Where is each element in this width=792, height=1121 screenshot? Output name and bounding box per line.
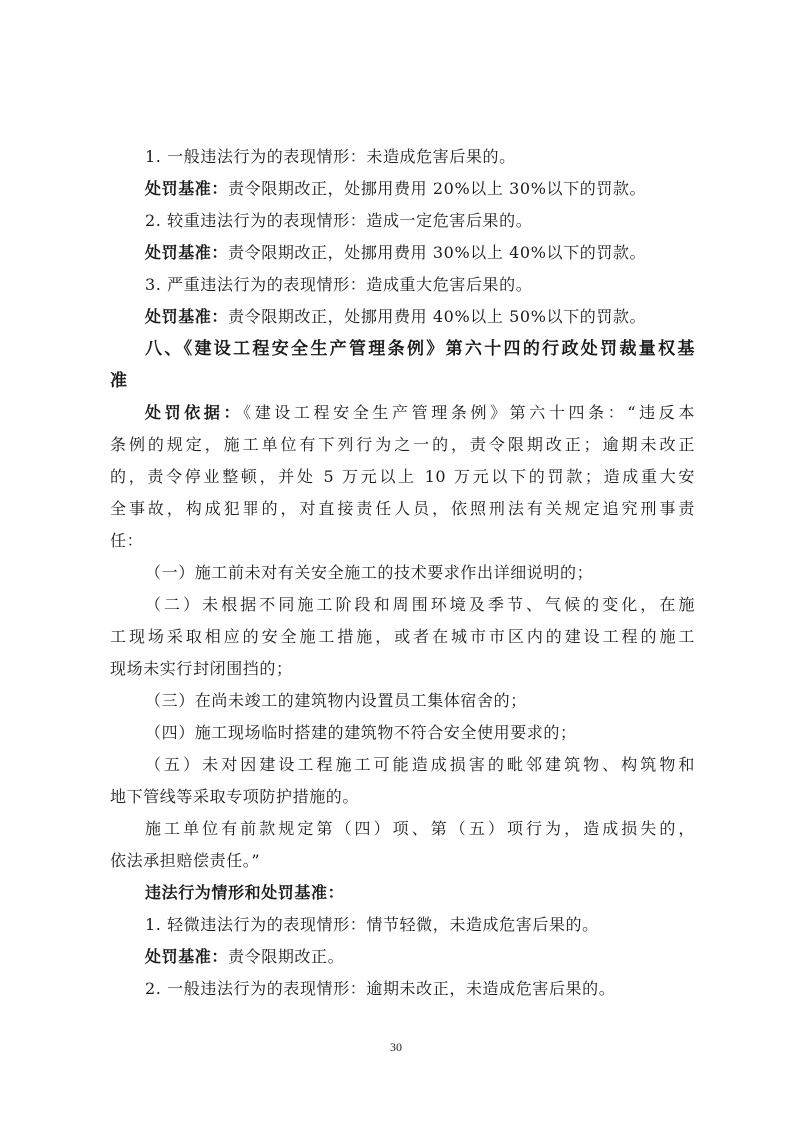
- penalty-standard-label: 处罚基准：: [145, 307, 229, 326]
- penalty-basis-text: 《建设工程安全生产管理条例》第六十四条：“违反本: [243, 403, 695, 422]
- penalty-standard-text: 责令限期改正。: [228, 947, 345, 966]
- penalty-basis-label: 处罚依据：: [145, 403, 244, 422]
- list-item: （四）施工现场临时搭建的建筑物不符合安全使用要求的；: [145, 723, 577, 742]
- text-line: 的，责令停业整顿，并处 5 万元以上 10 万元以下的罚款；造成重大安: [110, 467, 695, 486]
- text-line: 2. 一般违法行为的表现情形：逾期未改正，未造成危害后果的。: [145, 979, 616, 998]
- text-line: [145, 946, 344, 968]
- penalty-standard-label: 处罚基准：: [145, 947, 229, 966]
- text-line: 全事故，构成犯罪的，对直接责任人员，依照刑法有关规定追究刑事责: [110, 499, 695, 518]
- penalty-standard-label: 处罚基准：: [145, 179, 229, 198]
- text-line: [145, 242, 646, 264]
- text-line: 工现场采取相应的安全施工措施，或者在城市市区内的建设工程的施工: [110, 627, 695, 646]
- list-item: （三）在尚未竣工的建筑物内设置员工集体宿舍的；: [145, 691, 527, 710]
- text-line: [145, 306, 646, 328]
- text-line: 依法承担赔偿责任。”: [110, 851, 261, 870]
- text-line: [145, 402, 695, 424]
- section-heading-cont: 准: [110, 371, 128, 391]
- text-line: 1. 一般违法行为的表现情形：未造成危害后果的。: [145, 147, 516, 166]
- section-heading: 八、《建设工程安全生产管理条例》第六十四的行政处罚裁量权基: [145, 339, 695, 359]
- penalty-standard-text: 责令限期改正，处挪用费用 30%以上 40%以下的罚款。: [228, 243, 647, 262]
- text-line: [145, 178, 646, 200]
- penalty-standard-label: 处罚基准：: [145, 243, 229, 262]
- page-number: 30: [390, 1040, 402, 1054]
- list-item: （二）未根据不同施工阶段和周围环境及季节、气候的变化，在施: [145, 595, 695, 614]
- subheading: 违法行为情形和处罚基准：: [145, 883, 345, 902]
- penalty-standard-text: 责令限期改正，处挪用费用 40%以上 50%以下的罚款。: [228, 307, 647, 326]
- text-line: 任：: [110, 531, 144, 550]
- text-line: 地下管线等采取专项防护措施的。: [110, 787, 360, 806]
- text-line: 条例的规定，施工单位有下列行为之一的，责令限期改正；逾期未改正: [110, 435, 695, 454]
- text-line: 现场未实行封闭围挡的；: [110, 659, 293, 678]
- text-line: 1. 轻微违法行为的表现情形：情节轻微，未造成危害后果的。: [145, 915, 599, 934]
- list-item: （一）施工前未对有关安全施工的技术要求作出详细说明的；: [145, 563, 594, 582]
- penalty-standard-text: 责令限期改正，处挪用费用 20%以上 30%以下的罚款。: [228, 179, 647, 198]
- text-line: 3. 严重违法行为的表现情形：造成重大危害后果的。: [145, 275, 533, 294]
- text-line: 施工单位有前款规定第（四）项、第（五）项行为，造成损失的，: [145, 819, 695, 838]
- list-item: （五）未对因建设工程施工可能造成损害的毗邻建筑物、构筑物和: [145, 755, 695, 774]
- text-line: 2. 较重违法行为的表现情形：造成一定危害后果的。: [145, 211, 533, 230]
